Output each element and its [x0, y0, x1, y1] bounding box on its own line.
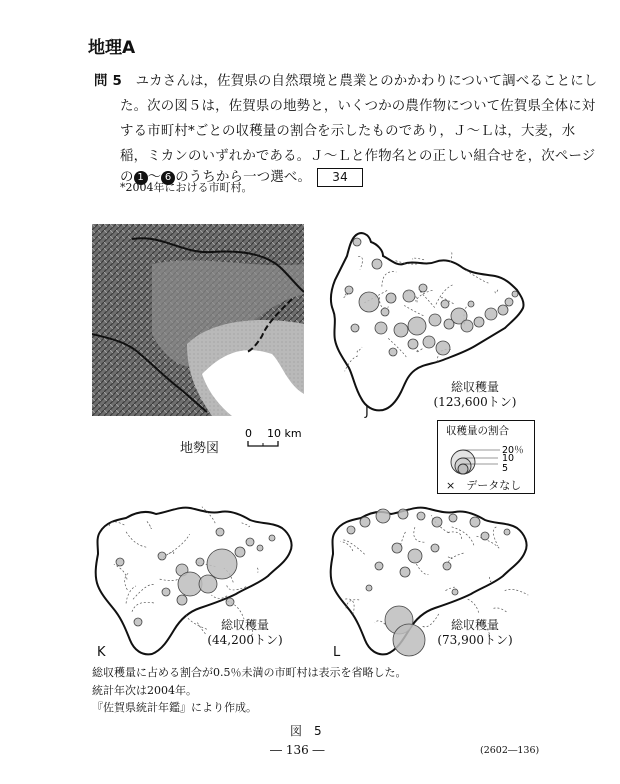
- harvest-share-circle: [470, 517, 480, 527]
- scale-zero: 0: [245, 427, 252, 440]
- harvest-share-circle: [376, 509, 390, 523]
- harvest-share-circle: [441, 300, 449, 308]
- harvest-share-circle: [481, 532, 489, 540]
- municipal-boundary: [412, 258, 424, 260]
- harvest-share-circle: [389, 348, 397, 356]
- harvest-share-circle: [408, 339, 418, 349]
- harvest-share-circle: [360, 517, 370, 527]
- harvest-share-circle: [505, 298, 513, 306]
- harvest-share-circle: [347, 526, 355, 534]
- municipal-boundary: [505, 589, 529, 595]
- harvest-share-circle: [116, 558, 124, 566]
- harvest-share-circle: [178, 572, 202, 596]
- harvest-share-circle: [474, 317, 484, 327]
- harvest-share-circle: [419, 284, 427, 292]
- harvest-share-circle: [353, 238, 361, 246]
- harvest-share-circle: [429, 314, 441, 326]
- harvest-share-circle: [432, 517, 442, 527]
- choice-number-first: 1: [134, 171, 148, 185]
- harvest-share-circle: [400, 567, 410, 577]
- harvest-share-circle: [403, 290, 415, 302]
- map-k-total: [195, 618, 295, 648]
- harvest-share-circle: [449, 514, 457, 522]
- harvest-share-circle: [417, 512, 425, 520]
- harvest-share-circle: [134, 618, 142, 626]
- harvest-share-circle: [158, 552, 166, 560]
- figure-caption: 図 5: [290, 724, 322, 738]
- harvest-share-circle: [381, 308, 389, 316]
- harvest-share-circle: [498, 305, 508, 315]
- harvest-share-circle: [436, 341, 450, 355]
- relief-map: [92, 224, 304, 416]
- harvest-share-circle: [359, 292, 379, 312]
- map-k-total-title: 総収穫量: [220, 618, 269, 632]
- section-title: 地理A: [88, 38, 136, 58]
- footnote: *2004年における市町村。: [120, 181, 253, 194]
- harvest-share-circle: [207, 549, 237, 579]
- harvest-share-circle: [199, 575, 217, 593]
- harvest-share-circle: [485, 308, 497, 320]
- legend-label-10: 10: [502, 453, 515, 464]
- map-k-total-value: (44,200トン): [207, 633, 283, 647]
- note-line-2: 統計年次は2004年。: [92, 684, 197, 697]
- harvest-share-circle: [196, 558, 204, 566]
- note-line-1: 総収穫量に占める割合が0.5％未満の市町村は表示を省略した。: [92, 666, 407, 679]
- harvest-share-circle: [393, 624, 425, 656]
- map-k-letter: K: [97, 645, 106, 660]
- harvest-share-circle: [216, 528, 224, 536]
- legend-title: 収穫量の割合: [446, 425, 509, 437]
- question-line-3: する市町村*ごとの収穫量の割合を示したものであり，Ｊ～Ｌは，大麦，水: [120, 124, 576, 139]
- map-j-letter: J: [365, 404, 369, 419]
- question-number: 問 5: [94, 74, 122, 89]
- map-l-letter: L: [333, 645, 341, 660]
- harvest-share-circle: [257, 545, 263, 551]
- question-line-4: 稲，ミカンのいずれかである。Ｊ～Ｌと作物名との正しい組合せを，次ページ: [120, 149, 596, 164]
- harvest-share-circle: [366, 585, 372, 591]
- choice-number-last: 6: [161, 171, 175, 185]
- map-l-total-value: (73,900トン): [437, 633, 513, 647]
- harvest-share-circle: [375, 322, 387, 334]
- harvest-share-circle: [504, 529, 510, 535]
- harvest-share-circle: [162, 588, 170, 596]
- legend-no-data: × データなし: [446, 479, 522, 492]
- harvest-share-circle: [394, 323, 408, 337]
- question-text-5a: の: [120, 170, 134, 185]
- harvest-share-circle: [431, 544, 439, 552]
- map-j-total: [425, 380, 525, 410]
- legend-label-5: 5: [502, 463, 509, 474]
- legend-circle-5: [458, 464, 468, 474]
- legend-label-20: 20％: [502, 445, 524, 456]
- page-code: (2602―136): [480, 745, 540, 756]
- scale-bar: [245, 426, 305, 454]
- question-line-2: た。次の図５は，佐賀県の地勢と，いくつかの農作物について佐賀県全体に対: [120, 99, 596, 114]
- municipal-boundary: [468, 599, 479, 613]
- harvest-share-circle: [452, 589, 458, 595]
- map-l-total-title: 総収穫量: [450, 618, 499, 632]
- municipal-boundary: [493, 608, 507, 613]
- harvest-share-circle: [443, 562, 451, 570]
- harvest-share-circle: [398, 509, 408, 519]
- harvest-share-circle: [246, 538, 254, 546]
- harvest-share-circle: [269, 535, 275, 541]
- map-j-total-value: (123,600トン): [433, 395, 517, 409]
- harvest-share-circle: [461, 320, 473, 332]
- harvest-share-circle: [386, 293, 396, 303]
- harvest-share-circle: [392, 543, 402, 553]
- scale-end: 10 km: [267, 427, 302, 440]
- map-l-total: [425, 618, 525, 648]
- harvest-share-circle: [408, 549, 422, 563]
- answer-box[interactable]: 34: [317, 168, 363, 187]
- note-line-3: 『佐賀県統計年鑑』により作成。: [92, 701, 257, 714]
- harvest-share-circle: [177, 595, 187, 605]
- map-j-total-title: 総収穫量: [450, 380, 499, 394]
- harvest-share-circle: [226, 598, 234, 606]
- harvest-share-circle: [408, 317, 426, 335]
- harvest-share-circle: [345, 286, 353, 294]
- harvest-share-circle: [468, 301, 474, 307]
- harvest-share-circle: [375, 562, 383, 570]
- question-text-1: ユカさんは，佐賀県の自然環境と農業とのかかわりについて調べることにし: [135, 74, 598, 89]
- question-text-5c: のうちから一つ選べ。: [175, 170, 312, 185]
- harvest-share-circle: [351, 324, 359, 332]
- harvest-share-circle: [423, 336, 435, 348]
- page-number: ― 136 ―: [270, 743, 325, 757]
- question-line-1: [94, 70, 597, 89]
- relief-map-label: 地勢図: [180, 441, 220, 456]
- harvest-share-circle: [512, 291, 518, 297]
- harvest-share-circle: [372, 259, 382, 269]
- question-text-5b: ～: [147, 170, 162, 185]
- harvest-share-circle: [235, 547, 245, 557]
